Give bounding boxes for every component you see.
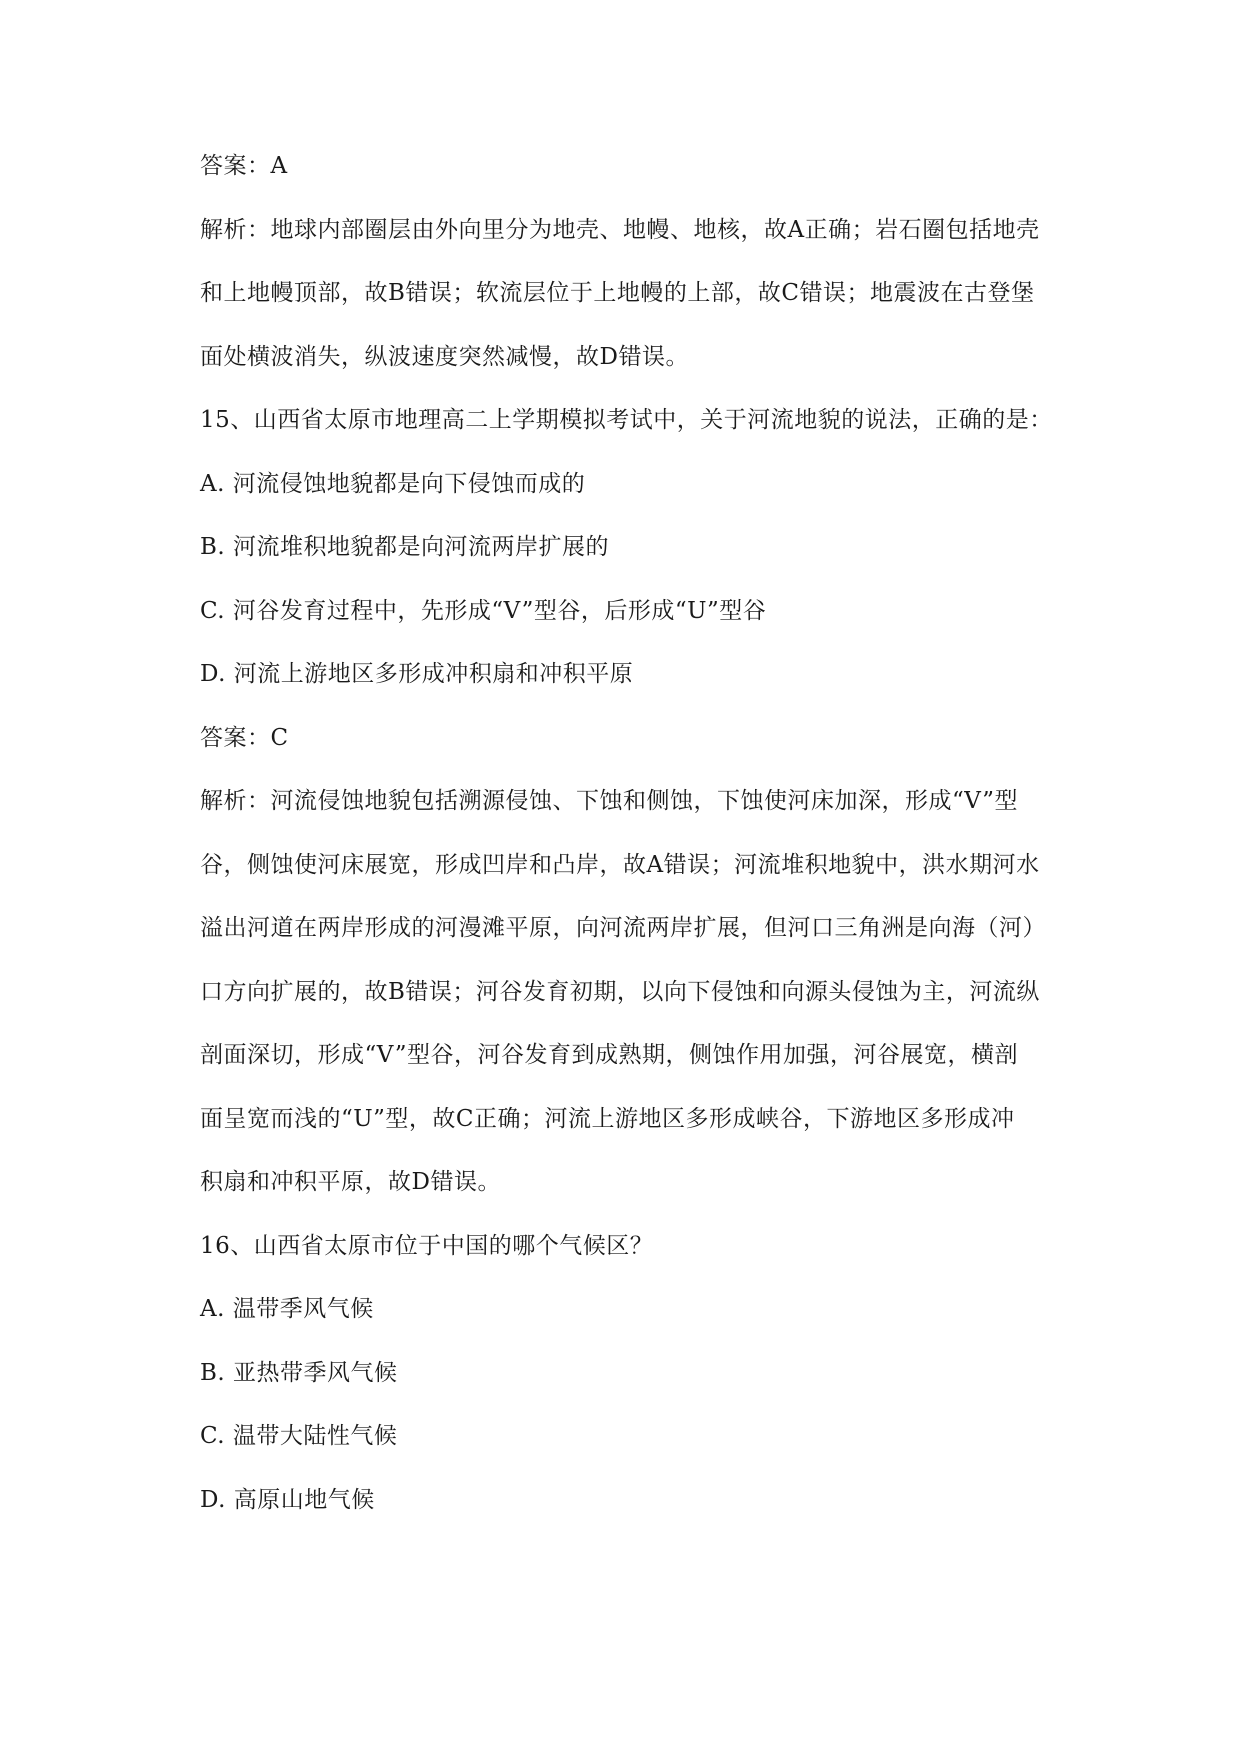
analysis-line-q15-6: 面呈宽而浅的“U”型，故C正确；河流上游地区多形成峡谷，下游地区多形成冲 — [200, 1106, 1015, 1132]
analysis-line-q15-4: 口方向扩展的，故B错误；河谷发育初期，以向下侵蚀和向源头侵蚀为主，河流纵 — [200, 979, 1040, 1005]
q16-option-b: B. 亚热带季风气候 — [200, 1360, 398, 1386]
answer-line-q14: 答案：A — [200, 153, 288, 179]
q15-option-b: B. 河流堆积地貌都是向河流两岸扩展的 — [200, 534, 610, 560]
analysis-line-q15-7: 积扇和冲积平原，故D错误。 — [200, 1169, 501, 1195]
analysis-line-q15-5: 剖面深切，形成“V”型谷，河谷发育到成熟期，侧蚀作用加强，河谷展宽，横剖 — [200, 1042, 1018, 1068]
answer-line-q15: 答案：C — [200, 725, 289, 751]
analysis-line-q15-2: 谷，侧蚀使河床展宽，形成凹岸和凸岸，故A错误；河流堆积地貌中，洪水期河水 — [200, 852, 1040, 878]
question-15: 15、山西省太原市地理高二上学期模拟考试中，关于河流地貌的说法，正确的是： — [200, 407, 1053, 433]
q15-option-d: D. 河流上游地区多形成冲积扇和冲积平原 — [200, 661, 634, 687]
analysis-line-q14-2: 和上地幔顶部，故B错误；软流层位于上地幔的上部，故C错误；地震波在古登堡 — [200, 280, 1035, 306]
question-16: 16、山西省太原市位于中国的哪个气候区？ — [200, 1233, 654, 1259]
analysis-line-q14-3: 面处横波消失，纵波速度突然减慢，故D错误。 — [200, 344, 689, 370]
q16-option-d: D. 高原山地气候 — [200, 1487, 375, 1513]
q16-option-a: A. 温带季风气候 — [200, 1296, 374, 1322]
q15-option-a: A. 河流侵蚀地貌都是向下侵蚀而成的 — [200, 471, 586, 497]
analysis-line-q15-1: 解析：河流侵蚀地貌包括溯源侵蚀、下蚀和侧蚀，下蚀使河床加深，形成“V”型 — [200, 788, 1018, 814]
q16-option-c: C. 温带大陆性气候 — [200, 1423, 398, 1449]
q15-option-c: C. 河谷发育过程中，先形成“V”型谷，后形成“U”型谷 — [200, 598, 767, 624]
analysis-line-q15-3: 溢出河道在两岸形成的河漫滩平原，向河流两岸扩展，但河口三角洲是向海（河） — [200, 915, 1046, 941]
analysis-line-q14-1: 解析：地球内部圈层由外向里分为地壳、地幔、地核，故A正确；岩石圈包括地壳 — [200, 217, 1040, 243]
